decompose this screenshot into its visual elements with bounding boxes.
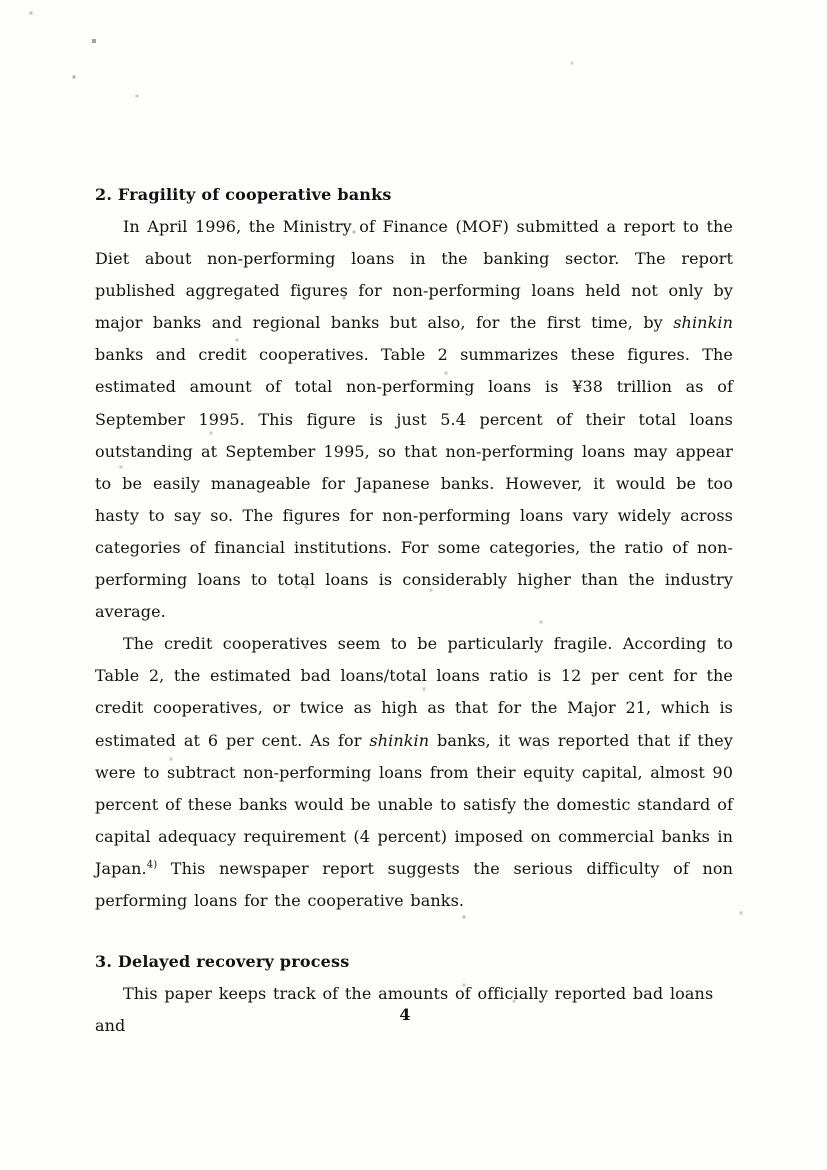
section-2-paragraph-2: The credit cooperatives seem to be particularly fragile. According to Table 2, the estimated bad loans/total loans ratio is 12 per cent for the credit cooperatives, or twice as high as that for the Major 21, which is estimated at 6 per cent. As for shinkin banks, it was reported that if they were to subtract non-performing loans from their equity capital, almost 90 percent of these banks would be unable to satisfy the domestic standard of capital adequacy requirement (4 percent) imposed on commercial banks in Japan.$^{4)}$ This newspaper report suggests the serious difficulty of non performing loans for the cooperative banks. (95, 634, 733, 910)
section-2-heading: 2. Fragility of cooperative banks (95, 185, 392, 204)
section-3-heading: 3. Delayed recovery process (95, 952, 350, 972)
scan-noise-specks (0, 0, 2, 2)
page-content (95, 179, 733, 1042)
section-3-paragraph-1: This paper keeps track of the amounts of officially reported bad loans and (95, 984, 714, 1036)
section-2-paragraph-1: In April 1996, the Ministry of Finance (MOF) submitted a report to the Diet about non-performing loans in the banking sector. The report published aggregated figures for non-performing loans held not only by major banks and regional banks but also, for the first time, by shinkin banks and credit cooperatives. Table 2 summarizes these figures. The estimated amount of total non-performing loans is ¥38 trillion as of September 1995. This figure is just 5.4 percent of their total loans outstanding at September 1995, so that non-performing loans may appear to be easily manageable for Japanese banks. However, it would be too hasty to say so. The figures for non-performing loans vary widely across categories of financial institutions. For some categories, the ratio of non-performing loans to total loans is considerably higher than the industry average. (95, 217, 733, 622)
page-number: 4 (399, 1005, 411, 1024)
